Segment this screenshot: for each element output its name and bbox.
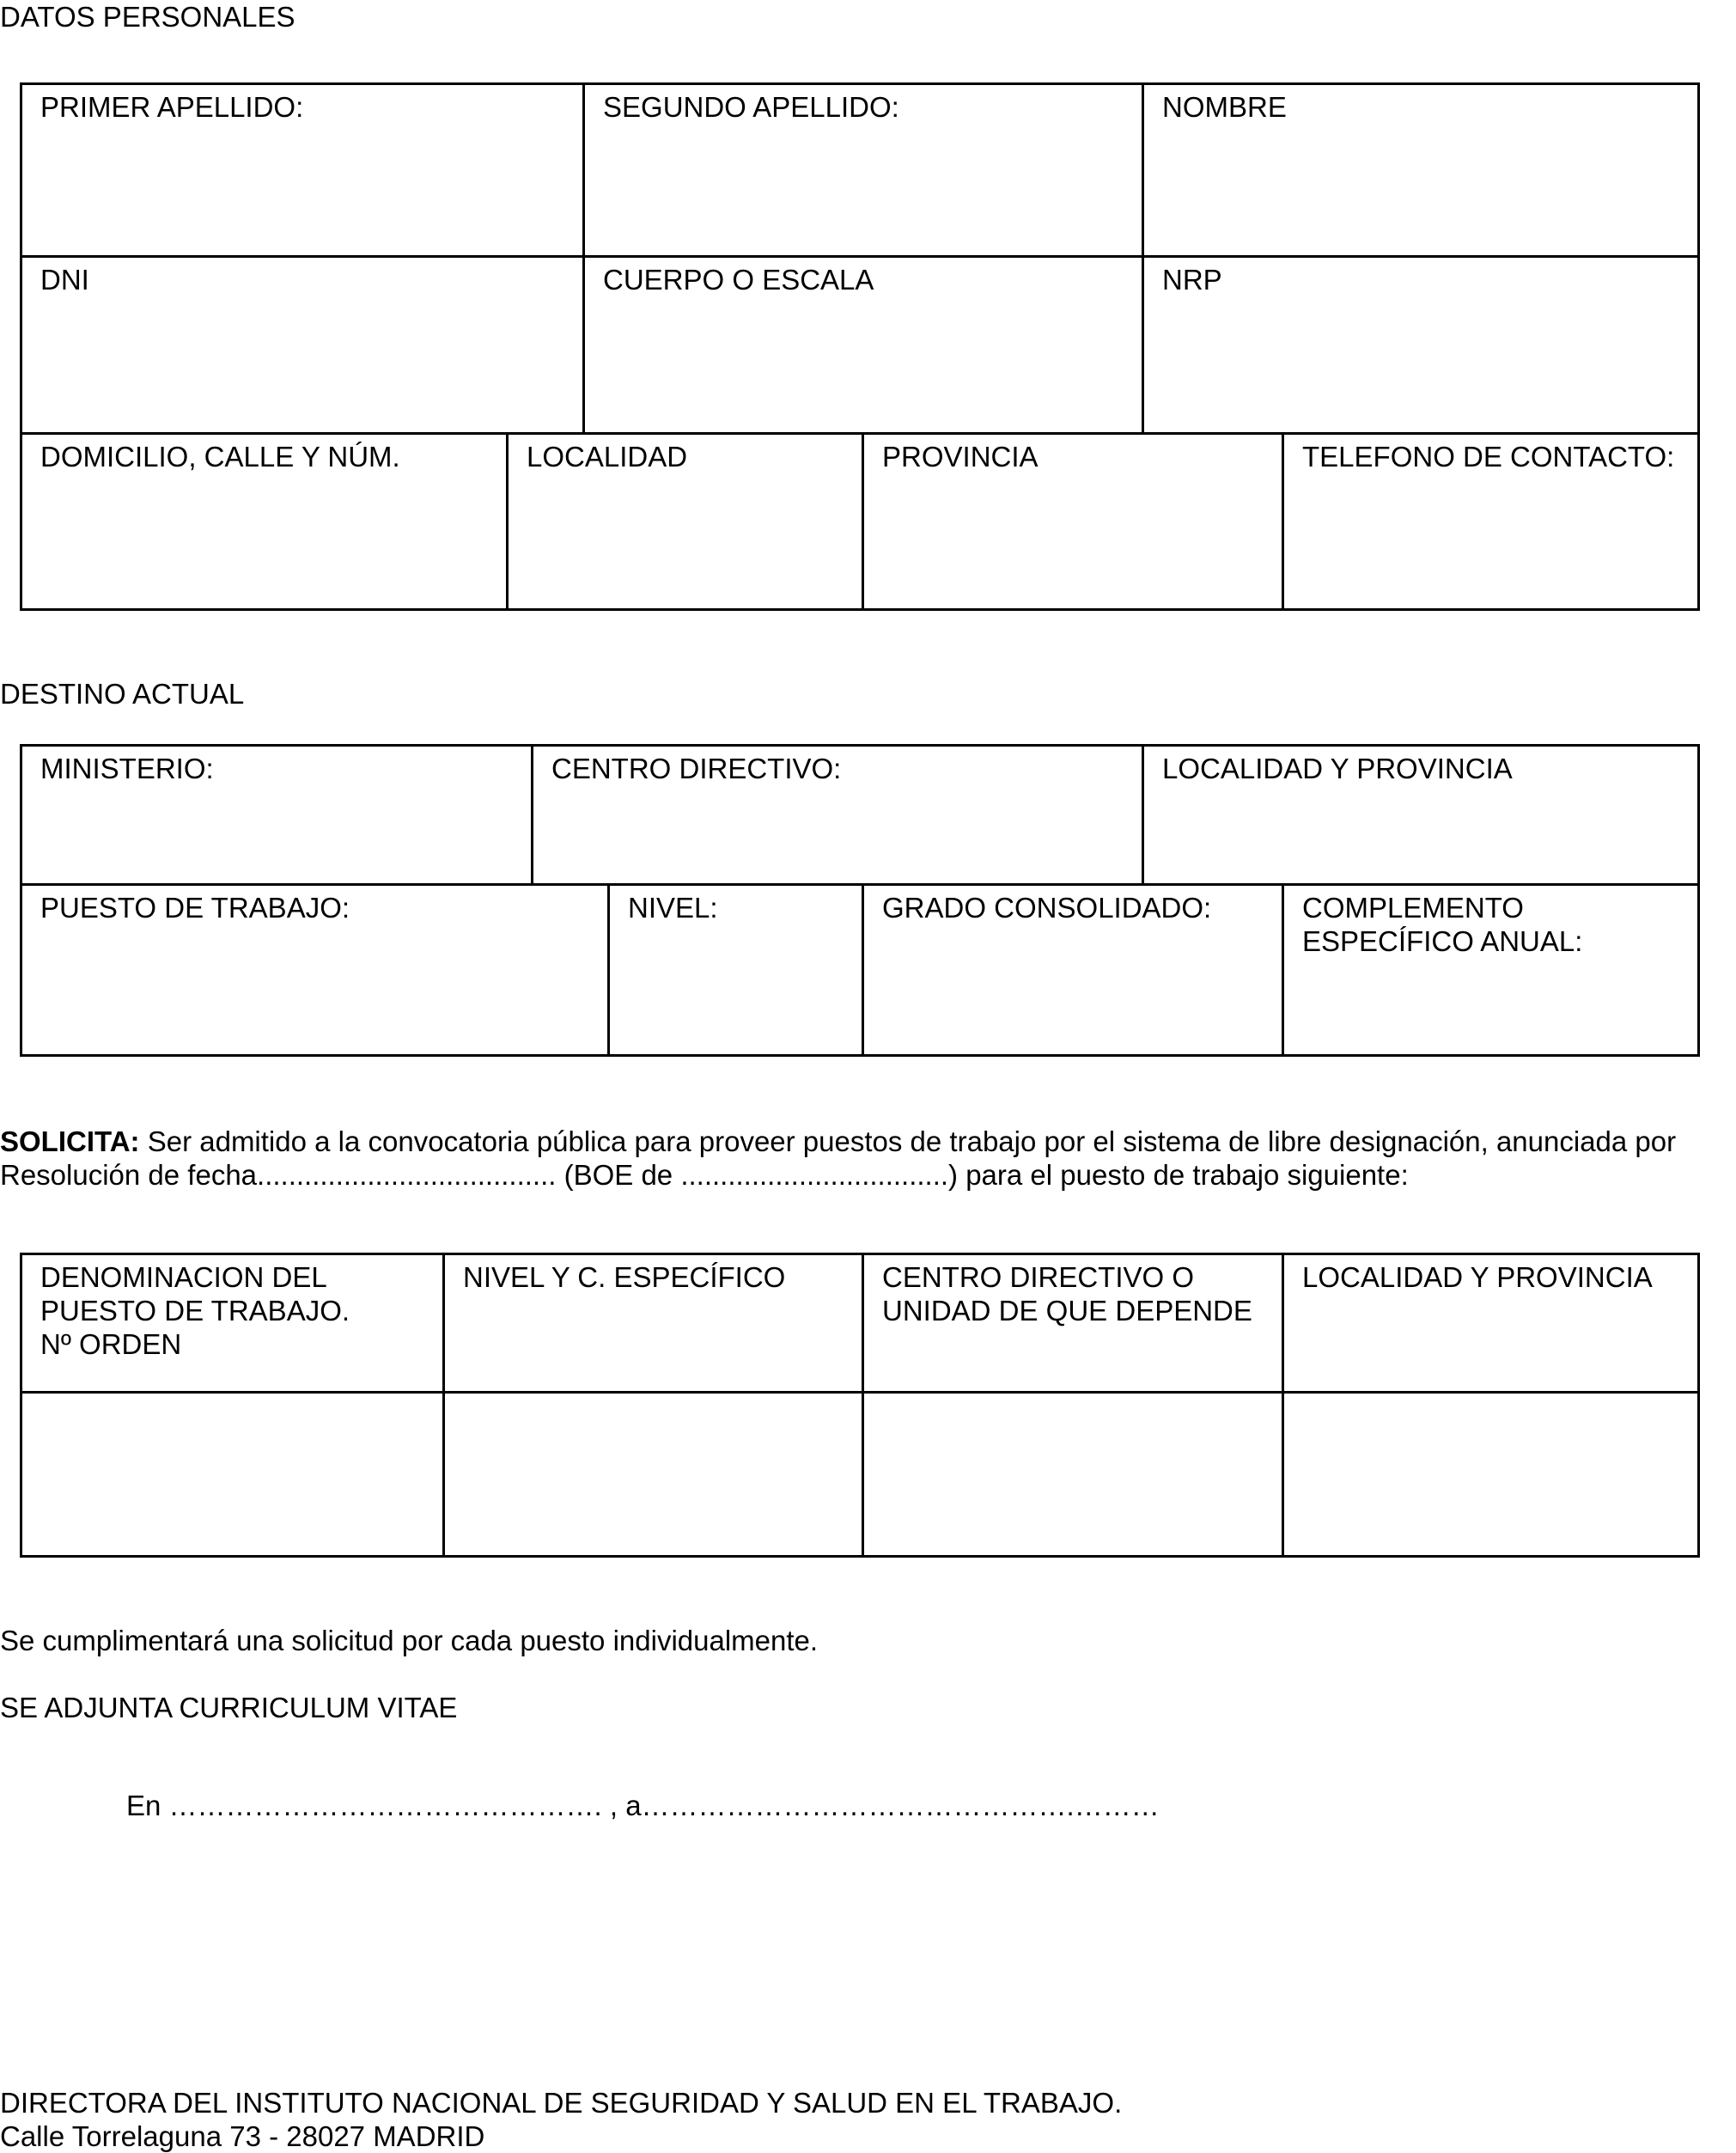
centro-unidad-label-line1: CENTRO DIRECTIVO O <box>882 1261 1195 1293</box>
datos-personales-table <box>20 82 1700 611</box>
solicita-paragraph <box>0 1125 1732 1158</box>
ministerio-field[interactable] <box>22 747 531 883</box>
telefono-field[interactable] <box>1282 435 1697 608</box>
grado-consolidado-field[interactable] <box>862 886 1282 1054</box>
domicilio-field[interactable] <box>22 435 506 608</box>
centro-unidad-label-line2: UNIDAD DE QUE DEPENDE <box>882 1295 1252 1327</box>
denominacion-label-line3: Nº ORDEN <box>40 1328 182 1360</box>
footer-direccion: Calle Torrelaguna 73 - 28027 MADRID <box>0 2120 485 2152</box>
primer-apellido-field[interactable] <box>22 85 582 255</box>
table-row <box>22 1255 1697 1391</box>
centro-directivo-field[interactable] <box>531 747 1142 883</box>
segundo-apellido-label: SEGUNDO APELLIDO: <box>603 91 899 123</box>
domicilio-label: DOMICILIO, CALLE Y NÚM. <box>40 441 400 473</box>
provincia-field[interactable] <box>862 435 1282 608</box>
nrp-field[interactable] <box>1142 258 1697 432</box>
table-row <box>22 747 1697 883</box>
grado-consolidado-label: GRADO CONSOLIDADO: <box>882 892 1212 924</box>
solicita-resolucion-line: Resolución de fecha...................................... (BOE de ..................................) para el puesto de trabajo siguiente: <box>0 1159 1409 1191</box>
telefono-label: TELEFONO DE CONTACTO: <box>1302 441 1675 473</box>
localidad-provincia-header <box>1282 1255 1697 1391</box>
table-row <box>22 1391 1697 1555</box>
puesto-solicitado-table <box>20 1253 1700 1558</box>
localidad-provincia-field[interactable] <box>1142 747 1697 883</box>
nota-curriculum: SE ADJUNTA CURRICULUM VITAE <box>0 1692 458 1723</box>
firma-lugar-fecha: En ………………………………………. , a……………………………………….……… <box>126 1790 1160 1821</box>
solicita-label: SOLICITA: <box>0 1125 140 1157</box>
provincia-label: PROVINCIA <box>882 441 1039 473</box>
denominacion-input-cell[interactable] <box>22 1394 442 1555</box>
section-title-destino-actual: DESTINO ACTUAL <box>0 678 245 710</box>
puesto-trabajo-label: PUESTO DE TRABAJO: <box>40 892 350 924</box>
centro-directivo-label: CENTRO DIRECTIVO: <box>551 753 842 784</box>
denominacion-label-line1: DENOMINACION DEL <box>40 1261 327 1293</box>
localidad-field[interactable] <box>506 435 862 608</box>
nivel-field[interactable] <box>607 886 862 1054</box>
table-row <box>22 85 1697 255</box>
localidad-provincia-label: LOCALIDAD Y PROVINCIA <box>1162 753 1513 784</box>
dni-label: DNI <box>40 264 89 296</box>
nombre-field[interactable] <box>1142 85 1697 255</box>
table-row <box>22 883 1697 1054</box>
nivel-especifico-input-cell[interactable] <box>442 1394 862 1555</box>
puesto-localidad-label: LOCALIDAD Y PROVINCIA <box>1302 1261 1653 1293</box>
localidad-label: LOCALIDAD <box>527 441 688 473</box>
nrp-label: NRP <box>1162 264 1222 296</box>
localidad-provincia-input-cell[interactable] <box>1282 1394 1697 1555</box>
table-row <box>22 255 1697 432</box>
puesto-trabajo-field[interactable] <box>22 886 607 1054</box>
footer-destinatario: DIRECTORA DEL INSTITUTO NACIONAL DE SEGURIDAD Y SALUD EN EL TRABAJO. <box>0 2087 1123 2119</box>
segundo-apellido-field[interactable] <box>582 85 1142 255</box>
denominacion-label-line2: PUESTO DE TRABAJO. <box>40 1295 350 1327</box>
nivel-label: NIVEL: <box>628 892 718 924</box>
centro-unidad-header <box>862 1255 1282 1391</box>
solicita-text: Ser admitido a la convocatoria pública para proveer puestos de trabajo por el sistema de libre designación, anunciada por <box>139 1125 1677 1157</box>
nivel-especifico-label: NIVEL Y C. ESPECÍFICO <box>463 1261 786 1293</box>
cuerpo-escala-field[interactable] <box>582 258 1142 432</box>
destino-actual-table <box>20 744 1700 1057</box>
nombre-label: NOMBRE <box>1162 91 1287 123</box>
dni-field[interactable] <box>22 258 582 432</box>
table-row <box>22 432 1697 608</box>
cuerpo-escala-label: CUERPO O ESCALA <box>603 264 874 296</box>
primer-apellido-label: PRIMER APELLIDO: <box>40 91 304 123</box>
complemento-label-line1: COMPLEMENTO <box>1302 892 1524 924</box>
nota-individual: Se cumplimentará una solicitud por cada puesto individualmente. <box>0 1625 819 1656</box>
complemento-label-line2: ESPECÍFICO ANUAL: <box>1302 925 1583 957</box>
ministerio-label: MINISTERIO: <box>40 753 214 784</box>
denominacion-header <box>22 1255 442 1391</box>
section-title-datos-personales: DATOS PERSONALES <box>0 1 295 33</box>
nivel-especifico-header <box>442 1255 862 1391</box>
centro-unidad-input-cell[interactable] <box>862 1394 1282 1555</box>
complemento-especifico-field[interactable] <box>1282 886 1697 1054</box>
